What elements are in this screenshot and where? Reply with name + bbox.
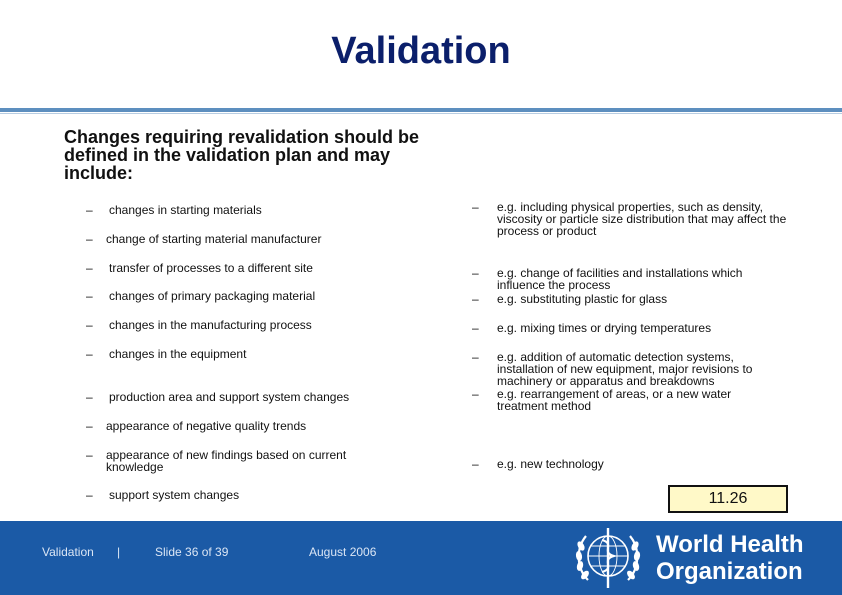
bullet-dash: – bbox=[472, 321, 479, 335]
list-item: appearance of new findings based on current knowledge bbox=[106, 448, 347, 474]
list-item: e.g. including physical properties, such as density, viscosity or particle size distribution that may affect the process or product bbox=[497, 200, 787, 238]
list-item: appearance of negative quality trends bbox=[106, 419, 307, 433]
list-item: e.g. addition of automatic detection systems, installation of new equipment, major revisions to machinery or apparatus and breakdowns bbox=[497, 350, 753, 388]
footer-slide: Slide 36 of 39 bbox=[155, 545, 229, 559]
bullet-dash: – bbox=[86, 289, 93, 303]
title-rule bbox=[0, 108, 842, 112]
who-emblem-icon bbox=[572, 522, 644, 592]
bullet-dash: – bbox=[86, 448, 93, 462]
bullet-dash: – bbox=[86, 318, 93, 332]
bullet-dash: – bbox=[86, 232, 93, 246]
list-item: production area and support system changes bbox=[109, 390, 350, 404]
org-name-line1: World Health bbox=[656, 531, 804, 558]
list-item: e.g. new technology bbox=[497, 457, 604, 471]
list-item: changes in starting materials bbox=[109, 203, 262, 217]
bullet-dash: – bbox=[86, 261, 93, 275]
list-item: change of starting material manufacturer bbox=[106, 232, 322, 246]
org-name bbox=[656, 531, 804, 585]
bullet-dash: – bbox=[472, 350, 479, 364]
bullet-dash: – bbox=[472, 266, 479, 280]
list-item: changes of primary packaging material bbox=[109, 289, 316, 303]
org-name-line2: Organization bbox=[656, 558, 803, 585]
footer-date: August 2006 bbox=[309, 545, 377, 559]
bullet-dash: – bbox=[86, 203, 93, 217]
list-item: e.g. change of facilities and installations which influence the process bbox=[497, 266, 743, 292]
footer-label: Validation bbox=[42, 545, 94, 559]
bullet-dash: – bbox=[472, 457, 479, 471]
bullet-dash: – bbox=[472, 292, 479, 306]
footer-separator: | bbox=[117, 545, 121, 559]
title-rule-thin bbox=[0, 113, 842, 114]
slide-number-badge: 11.26 bbox=[668, 485, 788, 513]
bullet-dash: – bbox=[86, 390, 93, 404]
intro-text: Changes requiring revalidation should be defined in the validation plan and may include: bbox=[64, 127, 420, 183]
list-item: e.g. substituting plastic for glass bbox=[497, 292, 668, 306]
list-item: support system changes bbox=[109, 488, 240, 502]
list-item: changes in the manufacturing process bbox=[109, 318, 312, 332]
bullet-dash: – bbox=[86, 419, 93, 433]
list-item: e.g. rearrangement of areas, or a new water treatment method bbox=[497, 387, 732, 413]
bullet-dash: – bbox=[86, 488, 93, 502]
bullet-dash: – bbox=[86, 347, 93, 361]
list-item: changes in the equipment bbox=[109, 347, 247, 361]
bullet-dash: – bbox=[472, 387, 479, 401]
page-title: Validation bbox=[331, 30, 511, 72]
list-item: e.g. mixing times or drying temperatures bbox=[497, 321, 712, 335]
bullet-dash: – bbox=[472, 200, 479, 214]
list-item: transfer of processes to a different site bbox=[109, 261, 313, 275]
